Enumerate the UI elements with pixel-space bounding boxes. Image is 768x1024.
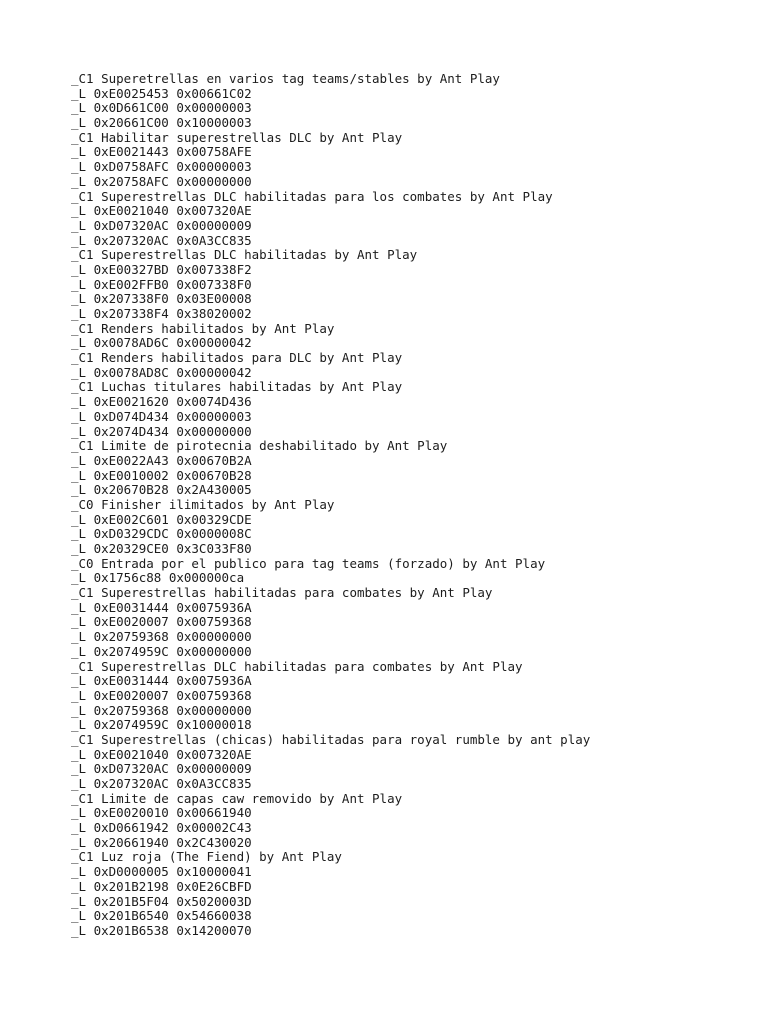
code-line: _L 0xD0000005 0x10000041: [71, 864, 252, 880]
code-line: _L 0xE0022A43 0x00670B2A: [71, 452, 252, 468]
code-line: _L 0x201B5F04 0x5020003D: [71, 893, 252, 909]
cheat-title-line: _C1 Superetrellas en varios tag teams/stables by Ant Play: [71, 71, 500, 86]
code-line: _L 0xE0020007 0x00759368: [71, 687, 252, 703]
code-line: _L 0xD0661942 0x00002C43: [71, 820, 252, 836]
code-line: _L 0xE0020007 0x00759368: [71, 614, 252, 630]
code-line: _L 0xE00327BD 0x007338F2: [71, 261, 252, 277]
code-line: _L 0xE0025453 0x00661C02: [71, 85, 252, 101]
cheat-title-line: _C1 Luchas titulares habilitadas by Ant Play: [71, 379, 403, 395]
code-line: _L 0x201B6538 0x14200070: [71, 922, 252, 938]
code-line: _L 0xD0329CDC 0x0000008C: [71, 526, 252, 542]
cheat-title-line: _C1 Limite de pirotecnia deshabilitado by Ant Play: [71, 438, 448, 454]
code-line: _L 0x20661940 0x2C430020: [71, 834, 252, 850]
code-line: _L 0xD0758AFC 0x00000003: [71, 159, 252, 175]
cheat-title-line: _C1 Superestrellas DLC habilitadas para combates by Ant Play: [71, 658, 523, 674]
code-line: _L 0x20759368 0x00000000: [71, 702, 252, 718]
code-line: _L 0x20661C00 0x10000003: [71, 115, 252, 131]
code-line: _L 0xE0021040 0x007320AE: [71, 746, 252, 762]
code-document: [71, 72, 590, 939]
code-line: _L 0xE0010002 0x00670B28: [71, 467, 252, 483]
code-line: _L 0xD074D434 0x00000003: [71, 408, 252, 424]
code-line: _L 0xE0031444 0x0075936A: [71, 599, 252, 615]
code-line: _L 0x207338F0 0x03E00008: [71, 291, 252, 307]
code-line: _L 0x1756c88 0x000000ca: [71, 570, 245, 586]
code-line: _L 0xE002C601 0x00329CDE: [71, 511, 252, 527]
code-line: _L 0x20758AFC 0x00000000: [71, 173, 252, 189]
cheat-title-line: _C1 Renders habilitados para DLC by Ant Play: [71, 350, 403, 366]
cheat-title-line: _C1 Superestrellas (chicas) habilitadas para royal rumble by ant play: [71, 731, 591, 747]
code-line: _L 0x2074959C 0x10000018: [71, 717, 252, 733]
code-line: _L 0xE002FFB0 0x007338F0: [71, 276, 252, 292]
cheat-title-line: _C1 Luz roja (The Fiend) by Ant Play: [71, 849, 342, 865]
cheat-title-line: _C1 Superestrellas DLC habilitadas by Ant Play: [71, 247, 418, 263]
cheat-title-line: _C1 Superestrellas habilitadas para combates by Ant Play: [71, 585, 493, 601]
code-line: _L 0xD07320AC 0x00000009: [71, 761, 252, 777]
code-line: _L 0xE0021620 0x0074D436: [71, 394, 252, 410]
code-line: _L 0x207320AC 0x0A3CC835: [71, 776, 252, 791]
cheat-title-line: _C0 Finisher ilimitados by Ant Play: [71, 496, 335, 512]
cheat-title-line: _C1 Renders habilitados by Ant Play: [71, 320, 335, 336]
code-line: _L 0x0078AD8C 0x00000042: [71, 364, 252, 380]
code-line: _L 0xE0031444 0x0075936A: [71, 673, 252, 689]
cheat-title-line: _C1 Superestrellas DLC habilitadas para los combates by Ant Play: [71, 188, 553, 204]
code-line: _L 0x20329CE0 0x3C033F80: [71, 541, 252, 556]
code-line: _L 0x20670B28 0x2A430005: [71, 482, 252, 498]
code-line: _L 0x2074959C 0x00000000: [71, 643, 252, 659]
code-line: _L 0x20759368 0x00000000: [71, 629, 252, 645]
code-line: _L 0x207338F4 0x38020002: [71, 306, 252, 321]
code-line: _L 0x207320AC 0x0A3CC835: [71, 232, 252, 248]
cheat-title-line: _C0 Entrada por el publico para tag teams (forzado) by Ant Play: [71, 555, 546, 571]
code-line: _L 0x0D661C00 0x00000003: [71, 100, 252, 116]
code-line: _L 0x201B2198 0x0E26CBFD: [71, 878, 252, 894]
code-line: _L 0xE0021443 0x00758AFE: [71, 144, 252, 160]
code-line: _L 0xE0021040 0x007320AE: [71, 203, 252, 219]
code-line: _L 0xD07320AC 0x00000009: [71, 217, 252, 233]
cheat-title-line: _C1 Habilitar superestrellas DLC by Ant Play: [71, 129, 403, 145]
code-line: _L 0x2074D434 0x00000000: [71, 423, 252, 439]
code-line: _L 0x201B6540 0x54660038: [71, 908, 252, 924]
cheat-title-line: _C1 Limite de capas caw removido by Ant Play: [71, 790, 403, 806]
code-line: _L 0x0078AD6C 0x00000042: [71, 335, 252, 351]
code-line: _L 0xE0020010 0x00661940: [71, 805, 252, 821]
